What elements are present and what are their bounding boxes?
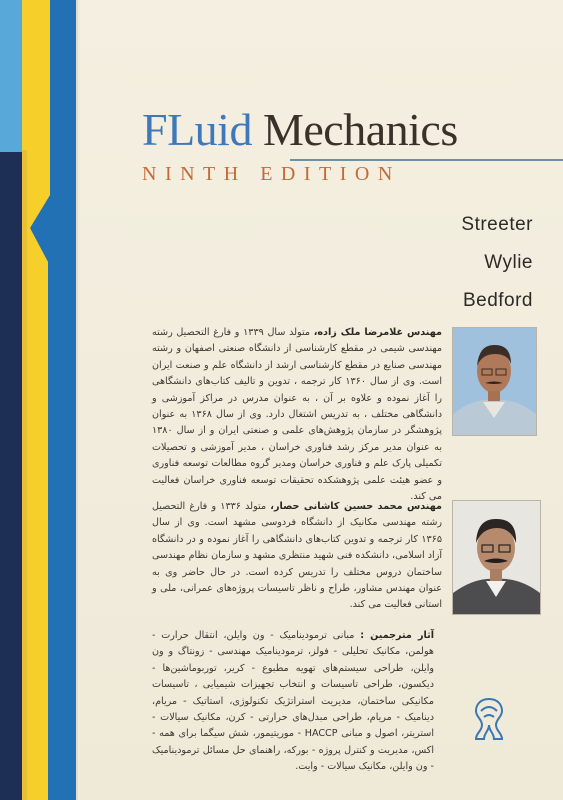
author-name: Wylie [484, 252, 533, 273]
book-title [142, 104, 458, 156]
title-fluid: FLuid [142, 104, 252, 155]
title-underline [290, 159, 563, 161]
translator-photo-1 [452, 327, 537, 436]
edition-label: NINTH EDITION [142, 163, 401, 185]
translator-bio-1 [152, 325, 442, 505]
cover-spine-stripes [0, 0, 80, 800]
translator-bio-text-2: متولد ۱۳۳۶ و فارغ التحصیل رشته مهندسی مکانیک از دانشگاه فردوسی مشهد است. وی از سال ۱۳۶۵ کار ترجمه و تدوین کتاب‌های دانشگاهی را آغاز نموده و در دانشگاه آزاد اسلامی، دانشکده فنی شهید منتظری مشهد و سازمان نظام مهندسی ساختمان دروس مختلف را تدریس کرده است. در حال حاضر وی به عنوان مهندس مشاور، طراح و ناظر تاسیسات پروژه‌های عمرانی، ملی و استانی فعالیت می کند. [152, 501, 442, 611]
translator-name-2: مهندس محمد حسین کاشانی حصار، [270, 501, 442, 512]
translator-bio-2 [152, 499, 442, 614]
works-label: آثار مترجمین : [360, 630, 434, 641]
translator-bio-text-1: متولد سال ۱۳۳۹ و فارغ التحصیل رشته مهندسی شیمی در مقطع کارشناسی از دانشگاه صنعتی اصفهان و رشته مهندسی صنایع در مقطع کارشناسی ارشد از دانشگاه علم و صنعت ایران است. وی از سال ۱۳۶۰ کار ترجمه ، تدوین و تالیف کتاب‌های دانشگاهی را آغاز نموده و علاوه بر آن ، به عنوان مدرس در مراکز آموزشی و دانشگاهی مختلف ، به تدریس اشتغال دارد. وی از سال ۱۳۶۸ به عنوان پژوهشگر در سازمان پژوهش‌های علمی و صنعتی ایران و از سال ۱۳۸۰ به عنوان مدیر مرکز رشد فناوری خراسان ، مدیر آموزشی و تحصیلات تکمیلی پارک علم و فناوری خراسان ومدیر گروه مطالعات توسعه فناوری و عضو هیئت علمی پژوهشکده تحقیقات توسعه فناوری خراسان فعالیت می کند. [152, 327, 443, 503]
title-mechanics: Mechanics [262, 104, 458, 155]
publisher-logo-icon [470, 697, 508, 741]
translator-name-1: مهندس غلامرضا ملک زاده، [313, 327, 442, 338]
translator-photo-2 [452, 500, 541, 615]
author-list [461, 206, 533, 320]
translator-works [152, 628, 434, 776]
author-name: Streeter [461, 214, 533, 235]
works-text: مبانی ترمودینامیک - ون وایلن، انتقال حرارت - هولمن، مکانیک تحلیلی - فولز، ترمودینامیک مهندسی - زونتاگ و ون وایلن، طراحی سیستم‌های تهویه مطبوع - کریر، توربوماشین‌ها - دیکسون، طراحی تاسیسات و انتخاب تجهیزات شیمیایی ، تاسیسات مکانیکی ساختمان، مدیریت استراتژیک تکنولوژی، استاتیک - مریام، دینامیک - مریام، طراحی مبدل‌های حرارتی - کرن، مکانیک سیالات - استریتر، اصول و مبانی HACCP - موریتیمور، شش سیگما برای همه - اکس، مدیریت و کنترل پروژه - بورکه، راهنمای حل مسائل ترمودینامیک - ون وایلن، مکانیک سیالات - وایت. [152, 630, 434, 773]
author-name: Bedford [462, 290, 533, 311]
